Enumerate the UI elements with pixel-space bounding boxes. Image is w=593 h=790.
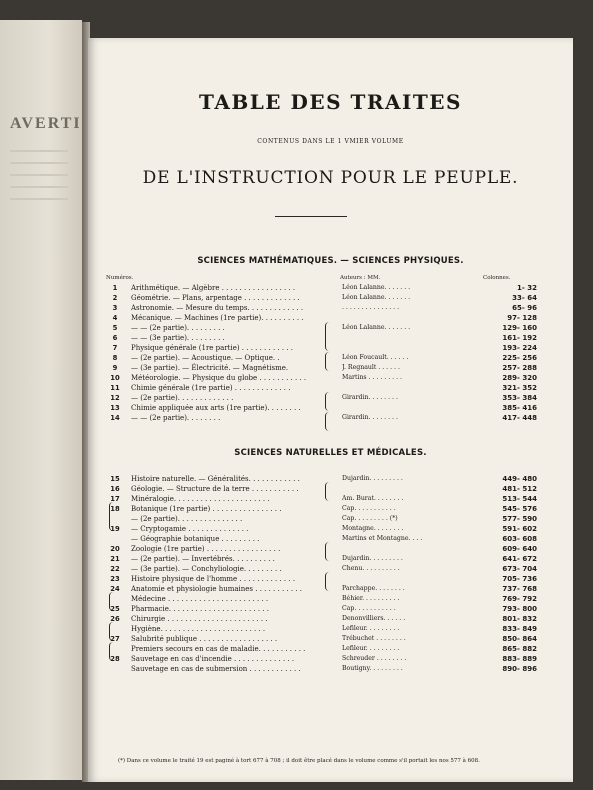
table-row [102,333,542,343]
number-brace [109,622,114,641]
ghost-page-title: AVERTI [10,115,82,132]
table-row [102,343,542,353]
table-row [102,564,542,574]
table-row [102,504,542,514]
row-cols: 890- 896 [502,665,537,673]
row-num: 23 [110,575,120,583]
row-author: Trébuchet . . . . . . . . [342,635,406,642]
row-author: Cap. . . . . . . . . (*) [342,515,398,522]
book-page [88,38,573,782]
section-heading-sciences-math: SCIENCES MATHÉMATIQUES. — SCIENCES PHYSIQUES. [197,256,464,266]
row-title: — (2e partie). — Invertébrés. . . . . . . . . . [131,555,275,563]
table-row [102,403,542,413]
row-cols: 609- 640 [502,545,537,553]
row-author: Boutigny. . . . . . . . . [342,665,403,672]
row-num: 24 [110,585,120,593]
ghost-line [10,162,68,164]
row-title: Botanique (1re partie) . . . . . . . . . . . . . . . . [131,505,282,513]
ghost-line [10,150,68,152]
row-num: 19 [110,525,120,533]
table-row [102,624,542,634]
row-author: Dujardin. . . . . . . . . [342,555,403,562]
row-cols: 769- 792 [502,595,537,603]
title-divider [275,216,347,217]
number-brace [109,592,114,611]
row-author: Martins et Montagne. . . . [342,535,423,542]
author-brace [325,352,330,371]
row-cols: 161- 192 [502,334,537,342]
table-row [102,353,542,363]
row-author: Dujardin. . . . . . . . . [342,475,403,482]
row-num: 12 [110,394,120,402]
row-cols: 129- 160 [502,324,537,332]
table-row [102,474,542,484]
column-header-numeros: Numéros. [106,275,134,281]
row-title: Géologie. — Structure de la terre . . . . . . . . . . . [131,485,299,493]
row-title: Mécanique. — Machines (1re partie). . . . . . . . . . [131,314,304,322]
row-author: Léon Lalanne. . . . . . . [342,284,411,291]
author-brace [325,542,330,561]
row-cols: 481- 512 [502,485,537,493]
table-row [102,614,542,624]
row-title: Météorologie. — Physique du globe . . . . . . . . . . . [131,374,307,382]
row-cols: 603- 608 [502,535,537,543]
ghost-line [10,186,68,188]
row-num: 27 [110,635,120,643]
table-row [102,373,542,383]
row-author: Girardin. . . . . . . . [342,414,398,421]
row-cols: 883- 889 [502,655,537,663]
row-title: Arithmétique. — Algèbre . . . . . . . . . . . . . . . . . [131,284,296,292]
row-cols: 449- 480 [502,475,537,483]
row-title: Chirurgie . . . . . . . . . . . . . . . . . . . . . . . [131,615,268,623]
row-title: Anatomie et physiologie humaines . . . . . . . . . . . [131,585,302,593]
row-title: — — (3e partie). . . . . . . . . [131,334,225,342]
table-row [102,283,542,293]
row-title: — — (2e partie). . . . . . . . . [131,324,225,332]
row-num: 8 [112,354,118,362]
facing-page [0,20,82,780]
row-title: — (2e partie). — Acoustique. — Optique. . [131,354,280,362]
row-title: — (3e partie). — Conchyliologie. . . . . . . . . [131,565,282,573]
row-author: Martins . . . . . . . . . [342,374,403,381]
row-author: Béhier. . . . . . . . . . [342,595,400,602]
table-row [102,584,542,594]
row-cols: 850- 864 [502,635,537,643]
row-cols: 289- 320 [502,374,537,382]
row-cols: 33- 64 [512,294,537,302]
row-num: 15 [110,475,120,483]
row-num: 3 [112,304,118,312]
table-row [102,554,542,564]
table-row [102,484,542,494]
table-row [102,524,542,534]
row-num: 26 [110,615,120,623]
row-cols: 793- 800 [502,605,537,613]
row-cols: 577- 590 [502,515,537,523]
row-num: 22 [110,565,120,573]
row-num: 9 [112,364,118,372]
row-title: Histoire naturelle. — Généralités. . . . . . . . . . . . [131,475,300,483]
table-row [102,604,542,614]
row-cols: 545- 576 [502,505,537,513]
row-title: Sauvetage en cas de submersion . . . . . . . . . . . . [131,665,301,673]
row-title: Pharmacie. . . . . . . . . . . . . . . . . . . . . . . [131,605,269,613]
author-brace [325,322,330,351]
row-author: Chenu. . . . . . . . . . [342,565,400,572]
table-row [102,494,542,504]
table-row [102,594,542,604]
ghost-line [10,174,68,176]
row-num: 28 [110,655,120,663]
row-num: 4 [112,314,118,322]
row-num: 21 [110,555,120,563]
row-cols: 673- 704 [502,565,537,573]
row-num: 11 [110,384,120,392]
row-title: Médecine . . . . . . . . . . . . . . . . . . . . . . . [131,595,269,603]
row-author: Léon Lalanne. . . . . . . [342,324,411,331]
row-author: Cap. . . . . . . . . . . [342,505,396,512]
row-author: Denonvilliers. . . . . . [342,615,406,622]
row-author: Lefileur. . . . . . . . . [342,645,400,652]
table-row [102,393,542,403]
row-author: . . . . . . . . . . . . . . . [342,304,400,311]
row-num: 18 [110,505,120,513]
row-author: J. Regnault . . . . . . [342,364,400,371]
row-cols: 257- 288 [502,364,537,372]
table-row [102,654,542,664]
table-row [102,413,542,423]
row-cols: 65- 96 [512,304,537,312]
row-cols: 833- 849 [502,625,537,633]
row-title: — (2e partie). . . . . . . . . . . . . . . [131,515,243,523]
row-title: Zoologie (1re partie) . . . . . . . . . . . . . . . . . [131,545,281,553]
table-row [102,514,542,524]
row-title: Chimie appliquée aux arts (1re partie). . . . . . . . [131,404,301,412]
row-num: 1 [112,284,118,292]
row-cols: 641- 672 [502,555,537,563]
row-title: Sauvetage en cas d'incendie . . . . . . . . . . . . . . [131,655,295,663]
row-author: Léon Lalanne. . . . . . . [342,294,411,301]
row-num: 10 [110,374,120,382]
row-title: Chimie générale (1re partie) . . . . . . . . . . . . . [131,384,291,392]
row-title: — Cryptogamie . . . . . . . . . . . . . . [131,525,249,533]
row-cols: 591- 602 [502,525,537,533]
row-title: Minéralogie. . . . . . . . . . . . . . . . . . . . . . [131,495,270,503]
row-cols: 1- 32 [517,284,537,292]
row-num: 7 [112,344,118,352]
table-row [102,383,542,393]
row-author: Parchappe. . . . . . . . [342,585,405,592]
row-cols: 97- 128 [507,314,537,322]
row-cols: 353- 384 [502,394,537,402]
table-row [102,323,542,333]
author-brace [325,482,330,501]
column-header-colonnes: Colonnes. [483,275,511,281]
number-brace [109,502,114,531]
page-title: TABLE DES TRAITES [199,90,462,114]
row-num: 20 [110,545,120,553]
table-row [102,664,542,674]
row-cols: 801- 832 [502,615,537,623]
row-title: — — (2e partie). . . . . . . . [131,414,221,422]
row-cols: 865- 882 [502,645,537,653]
page-title-2: DE L'INSTRUCTION POUR LE PEUPLE. [142,168,519,188]
row-num: 2 [112,294,118,302]
row-num: 17 [110,495,120,503]
row-author: Léon Foucault. . . . . . [342,354,409,361]
row-author: Am. Burat. . . . . . . . [342,495,404,502]
column-header-auteurs: Auteurs : MM. [340,275,381,281]
row-num: 14 [110,414,120,422]
row-title: — (2e partie). . . . . . . . . . . . . [131,394,234,402]
ghost-line [10,198,68,200]
row-cols: 193- 224 [502,344,537,352]
row-author: Cap. . . . . . . . . . . [342,605,396,612]
row-title: Géométrie. — Plans, arpentage . . . . . . . . . . . . . [131,294,300,302]
table-row [102,313,542,323]
row-author: Montagne. . . . . . . . [342,525,404,532]
row-cols: 513- 544 [502,495,537,503]
table-row [102,644,542,654]
row-author: Lefileur. . . . . . . . . [342,625,400,632]
table-row [102,534,542,544]
table-row [102,634,542,644]
row-cols: 225- 256 [502,354,537,362]
footnote: (*) Dans ce volume le traité 19 est paginé à tort 677 à 708 ; il doit être placé dans le volume comme s'il portait les nos 577 à 608. [118,758,480,764]
table-row [102,303,542,313]
number-brace [109,642,114,661]
table-row [102,363,542,373]
row-num: 16 [110,485,120,493]
table-row [102,574,542,584]
row-title: Premiers secours en cas de maladie. . . . . . . . . . . [131,645,306,653]
row-author: Schreuder . . . . . . . . [342,655,407,662]
row-cols: 705- 736 [502,575,537,583]
row-num: 13 [110,404,120,412]
row-cols: 385- 416 [502,404,537,412]
author-brace [325,392,330,411]
page-subtitle: CONTENUS DANS LE 1 VMIER VOLUME [257,138,404,145]
row-cols: 737- 768 [502,585,537,593]
row-num: 6 [112,334,118,342]
row-num: 25 [110,605,120,613]
row-title: — Géographie botanique . . . . . . . . . [131,535,260,543]
table-row [102,293,542,303]
row-title: Hygiène. . . . . . . . . . . . . . . . . . . . . . . . [131,625,266,633]
row-title: Astronomie. — Mesure du temps. . . . . . . . . . . . . [131,304,304,312]
author-brace [325,572,330,591]
author-brace [325,412,330,431]
table-row [102,544,542,554]
row-author: Girardin. . . . . . . . [342,394,398,401]
row-title: Salubrité publique . . . . . . . . . . . . . . . . . . [131,635,278,643]
row-num: 5 [112,324,118,332]
row-title: Histoire physique de l'homme . . . . . . . . . . . . . [131,575,296,583]
row-title: — (3e partie). — Électricité. — Magnétisme. [131,364,289,372]
row-title: Physique générale (1re partie) . . . . . . . . . . . . [131,344,293,352]
row-cols: 417- 448 [502,414,537,422]
section-heading-sciences-nat: SCIENCES NATURELLES ET MÉDICALES. [234,448,427,458]
row-cols: 321- 352 [502,384,537,392]
